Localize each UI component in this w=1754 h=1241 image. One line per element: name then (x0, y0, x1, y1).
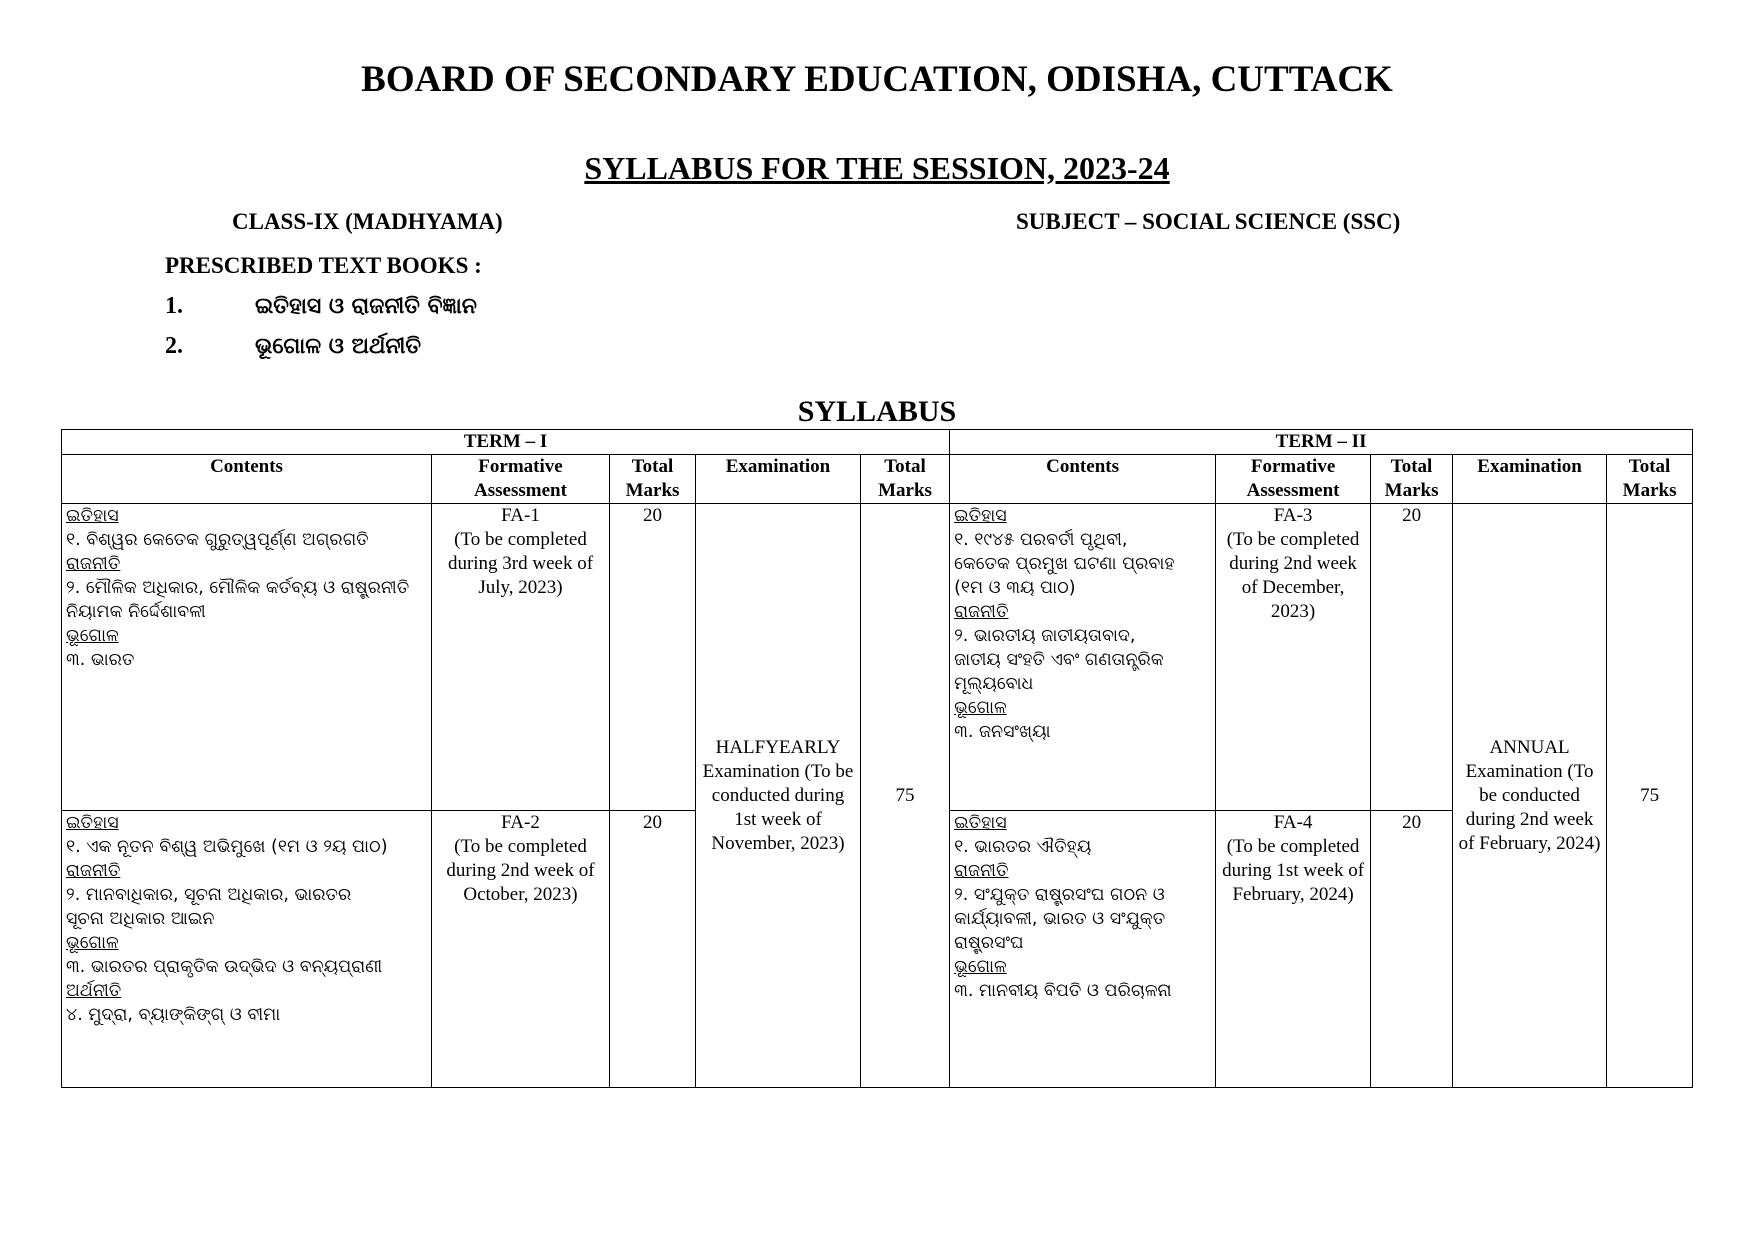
content-line: ୧. ଭାରତର ଐତିହ୍ୟ (954, 837, 1092, 857)
syllabus-heading: SYLLABUS (797, 395, 957, 428)
syllabus-table (61, 429, 1693, 1088)
fa3-marks: 20 (1371, 504, 1453, 811)
fa-note: (To be completed during 2nd week of October, 2023) (446, 836, 595, 905)
term1-header: TERM – I (62, 430, 950, 455)
content-line: ୨. ମାନବାଧିକାର, ସୂଚନା ଅଧିକାର, ଭାରତର (66, 885, 352, 905)
fa4-marks: 20 (1371, 811, 1453, 1088)
col-formative: Formative Assessment (1216, 455, 1371, 504)
content-line: ସୂଚନା ଅଧିକାର ଆଇନ (66, 909, 215, 929)
textbook-item (165, 293, 477, 320)
term2-contents-cell (950, 504, 1216, 811)
content-line: ରାଷ୍ଟ୍ରସଂଘ (954, 933, 1024, 953)
col-contents: Contents (62, 455, 432, 504)
fa1-cell (432, 504, 610, 811)
annual-exam-marks: 75 (1607, 504, 1693, 1088)
col-examination: Examination (696, 455, 861, 504)
term1-contents-cell (62, 811, 432, 1088)
subject-heading: ଭୂଗୋଳ (66, 626, 119, 646)
content-line: ୨. ଭାରତୀୟ ଜାତୀୟତାବାଦ, (954, 626, 1136, 646)
fa4-cell (1216, 811, 1371, 1088)
textbook-item (165, 333, 421, 360)
fa2-marks: 20 (610, 811, 696, 1088)
fa-name: FA-3 (1273, 505, 1313, 526)
content-line: ୩. ମାନବୀୟ ବିପତି ଓ ପରିଚାଳନା (954, 981, 1172, 1001)
term1-contents-cell (62, 504, 432, 811)
fa-note: (To be completed during 3rd week of July, 2023) (447, 529, 594, 598)
textbook-title: ଭୂଗୋଳ ଓ ଅର୍ଥନୀତି (255, 334, 422, 359)
content-line: ଜାତୀୟ ସଂହତି ଏବଂ ଗଣତାନ୍ତ୍ରିକ (954, 650, 1164, 670)
subject-label: SUBJECT – SOCIAL SCIENCE (SSC) (1016, 209, 1401, 234)
content-line: କେତେକ ପ୍ରମୁଖ ଘଟଣା ପ୍ରବାହ (954, 554, 1175, 574)
subject-heading: ଇତିହାସ (66, 813, 119, 833)
subject-heading: ଇତିହାସ (954, 813, 1007, 833)
halfyearly-exam-marks: 75 (861, 504, 950, 1088)
content-line: ନିୟାମକ ନିର୍ଦ୍ଦେଶାବଳୀ (66, 602, 206, 622)
subject-heading: ରାଜନୀତି (954, 602, 1009, 622)
content-line: ୩. ଭାରତ (66, 650, 135, 670)
subject-heading: ଅର୍ଥନୀତି (66, 981, 122, 1001)
subject-heading: ଭୂଗୋଳ (954, 957, 1007, 977)
subject-heading: ଇତିହାସ (66, 506, 119, 526)
textbook-number: 2. (165, 333, 183, 359)
subject-heading: ରାଜନୀତି (66, 554, 121, 574)
content-line: ୨. ସଂଯୁକ୍ତ ରାଷ୍ଟ୍ରସଂଘ ଗଠନ ଓ (954, 885, 1165, 905)
content-line: ୩. ଭାରତର ପ୍ରାକୃତିକ ଉଦ୍ଭିଦ ଓ ବନ୍ୟପ୍ରାଣୀ (66, 957, 383, 977)
content-line: ୧. ବିଶ୍ୱର କେତେକ ଗୁରୁତ୍ୱପୂର୍ଣ୍ଣ ଅଗ୍ରଗତି (66, 530, 369, 550)
content-line: ୪. ମୁଦ୍ରା, ବ୍ୟାଙ୍କିଙ୍ଗ୍ ଓ ବୀମା (66, 1005, 281, 1025)
fa-name: FA-2 (501, 812, 540, 833)
textbooks-heading: PRESCRIBED TEXT BOOKS : (165, 253, 482, 278)
col-total-marks: Total Marks (610, 455, 696, 504)
content-line: ମୂଲ୍ୟବୋଧ (954, 674, 1034, 694)
col-total-marks: Total Marks (1607, 455, 1693, 504)
subject-heading: ରାଜନୀତି (954, 861, 1009, 881)
term2-contents-cell (950, 811, 1216, 1088)
fa-name: FA-1 (501, 505, 540, 526)
term2-header: TERM – II (950, 430, 1693, 455)
content-line: କାର୍ଯ୍ୟାବଳୀ, ଭାରତ ଓ ସଂଯୁକ୍ତ (954, 909, 1166, 929)
col-total-marks: Total Marks (861, 455, 950, 504)
fa1-marks: 20 (610, 504, 696, 811)
subject-heading: ରାଜନୀତି (66, 861, 121, 881)
fa-name: FA-4 (1273, 812, 1313, 833)
col-formative: Formative Assessment (432, 455, 610, 504)
col-total-marks: Total Marks (1371, 455, 1453, 504)
annual-exam-cell: ANNUAL Examination (To be conducted during 2nd week of February, 2024) (1453, 504, 1607, 1088)
subject-heading: ଇତିହାସ (954, 506, 1007, 526)
halfyearly-exam-cell: HALFYEARLY Examination (To be conducted during 1st week of November, 2023) (696, 504, 861, 1088)
fa-note: (To be completed during 2nd week of December, 2023) (1226, 529, 1360, 622)
textbook-number: 1. (165, 293, 183, 319)
content-line: (୧ମ ଓ ୩ୟ ପାଠ) (954, 578, 1076, 598)
content-line: ୧. ଏକ ନୂତନ ବିଶ୍ୱ ଅଭିମୁଖେ (୧ମ ଓ ୨ୟ ପାଠ) (66, 837, 388, 857)
textbook-title: ଇତିହାସ ଓ ରାଜନୀତି ବିଜ୍ଞାନ (255, 294, 477, 319)
class-label: CLASS-IX (MADHYAMA) (232, 209, 503, 234)
fa-note: (To be completed during 1st week of February, 2024) (1222, 836, 1365, 905)
content-line: ୨. ମୌଳିକ ଅଧିକାର, ମୌଳିକ କର୍ତବ୍ୟ ଓ ରାଷ୍ଟ୍ରନୀତି (66, 578, 410, 598)
session-subtitle: SYLLABUS FOR THE SESSION, 2023-24 (584, 150, 1170, 186)
page-title: BOARD OF SECONDARY EDUCATION, ODISHA, CUTTACK (361, 59, 1393, 100)
fa2-cell (432, 811, 610, 1088)
subject-heading: ଭୂଗୋଳ (66, 933, 119, 953)
col-contents: Contents (950, 455, 1216, 504)
content-line: ୩. ଜନସଂଖ୍ୟା (954, 722, 1051, 742)
subject-heading: ଭୂଗୋଳ (954, 698, 1007, 718)
col-examination: Examination (1453, 455, 1607, 504)
fa3-cell (1216, 504, 1371, 811)
content-line: ୧. ୧୯୪୫ ପରବର୍ତୀ ପୃଥିବୀ, (954, 530, 1128, 550)
